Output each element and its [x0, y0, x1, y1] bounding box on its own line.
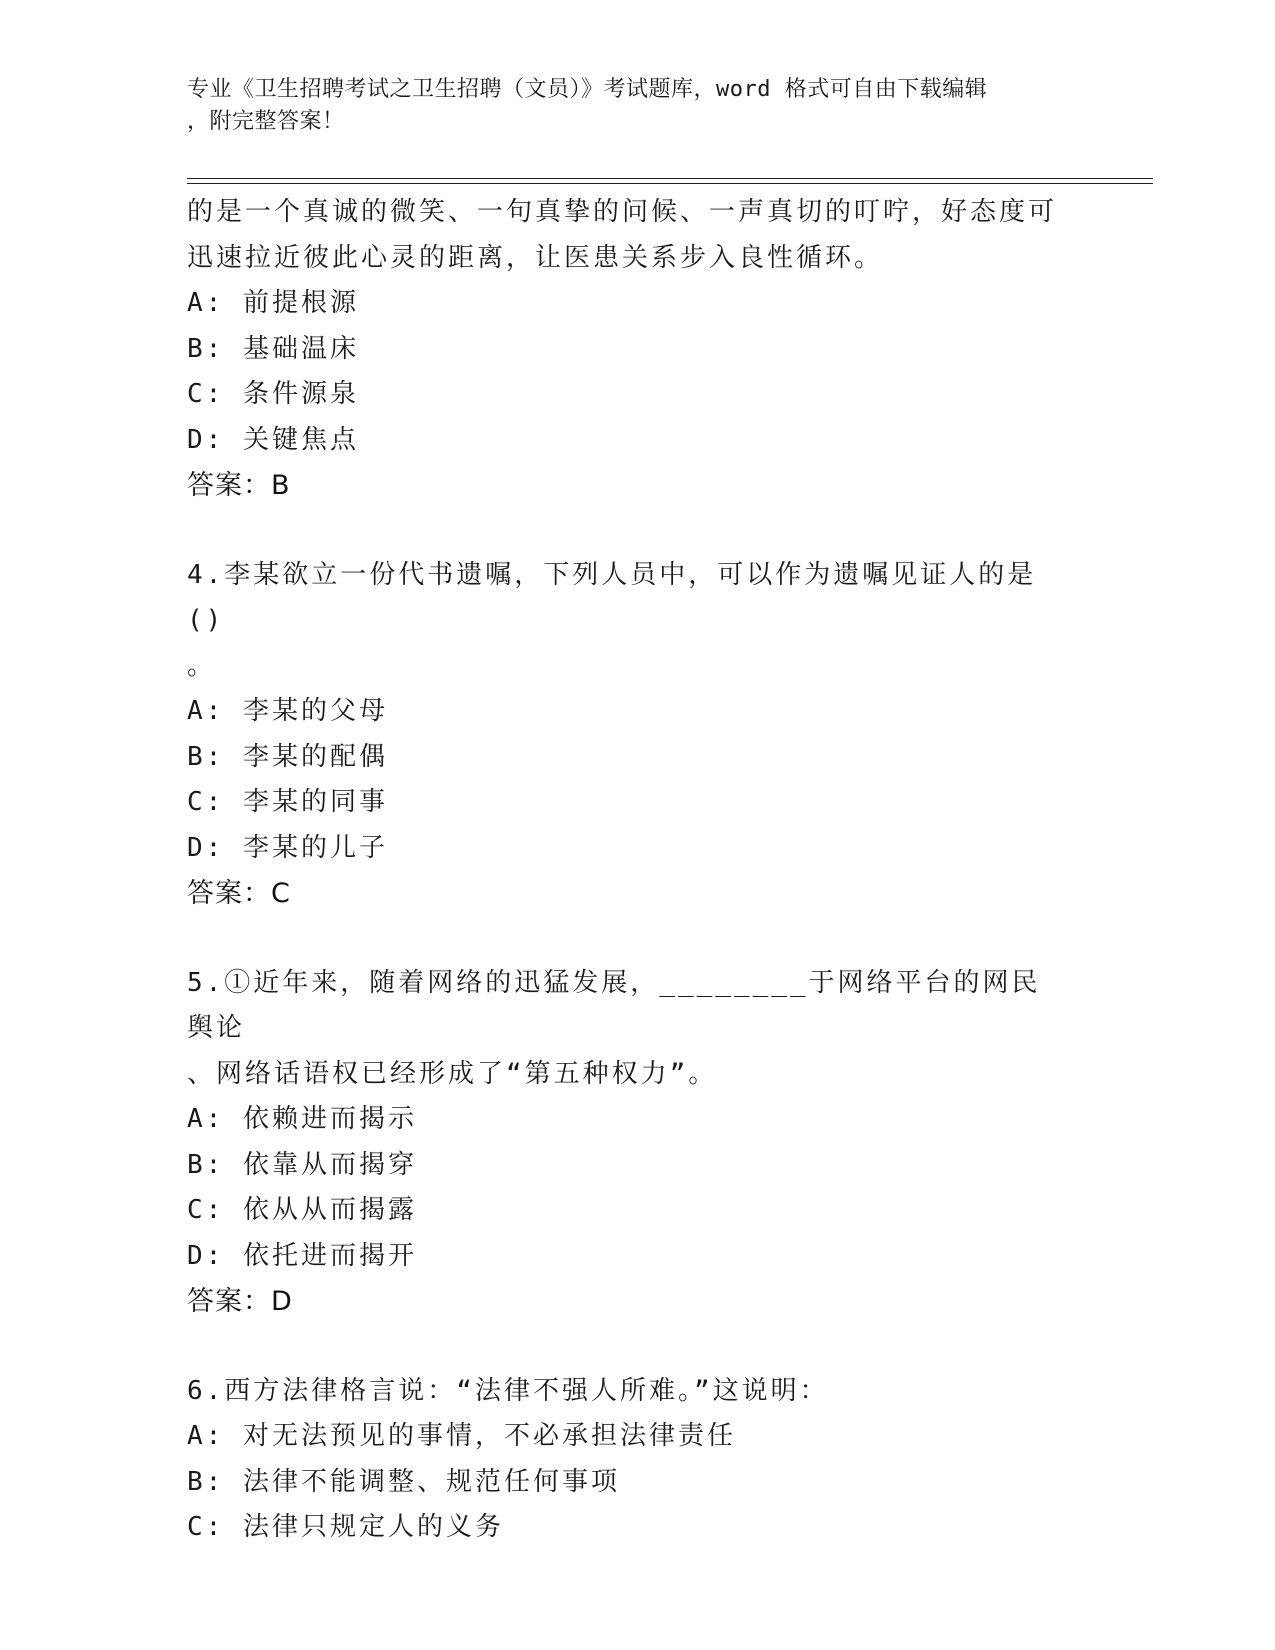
option-a: A: 李某的父母	[187, 696, 388, 726]
option-b: B: 李某的配偶	[187, 741, 388, 772]
header-divider-bottom	[187, 183, 1153, 184]
question-list	[187, 190, 1067, 1551]
header-line-1: 专业《卫生招聘考试之卫生招聘（文员）》考试题库，word 格式可自由下载编辑	[187, 77, 988, 102]
header-divider-top	[187, 178, 1153, 179]
document-header	[187, 74, 1067, 138]
option-d: D: 关键焦点	[187, 424, 359, 455]
question-text: 、网络话语权已经形成了“第五种权力”。	[187, 1058, 718, 1089]
option-b: B: 法律不能调整、规范任何事项	[187, 1466, 620, 1497]
question-continued	[187, 190, 1067, 509]
question-text: 。	[187, 650, 217, 681]
option-c: C: 法律只规定人的义务	[187, 1512, 504, 1542]
question-6	[187, 1369, 1067, 1551]
spacer	[187, 917, 1067, 961]
option-c: C: 李某的同事	[187, 787, 388, 817]
option-a: A: 依赖进而揭示	[187, 1104, 417, 1134]
option-a: A: 前提根源	[187, 288, 359, 318]
header-line-2: ，附完整答案！	[187, 109, 345, 134]
option-d: D: 李某的儿子	[187, 832, 388, 863]
spacer	[187, 1325, 1067, 1369]
question-text: 迅速拉近彼此心灵的距离，让医患关系步入良性循环。	[187, 242, 884, 273]
answer-line: 答案：D	[187, 1286, 293, 1317]
question-text: 6.西方法律格言说：“法律不强人所难。”这说明：	[187, 1375, 829, 1406]
question-4	[187, 553, 1067, 917]
question-text: 的是一个真诚的微笑、一句真挚的问候、一声真切的叮咛，好态度可	[187, 197, 1058, 227]
question-text: 5.①近年来，随着网络的迅猛发展，________于网络平台的网民舆论	[187, 967, 1041, 1043]
question-5	[187, 961, 1067, 1325]
option-c: C: 条件源泉	[187, 379, 359, 409]
answer-line: 答案：C	[187, 878, 291, 909]
answer-line: 答案：B	[187, 470, 291, 501]
option-a: A: 对无法预见的事情，不必承担法律责任	[187, 1421, 736, 1451]
option-b: B: 依靠从而揭穿	[187, 1149, 417, 1180]
spacer	[187, 509, 1067, 553]
option-d: D: 依托进而揭开	[187, 1240, 417, 1271]
question-text: 4.李某欲立一份代书遗嘱，下列人员中，可以作为遗嘱见证人的是()	[187, 559, 1037, 635]
option-b: B: 基础温床	[187, 333, 359, 364]
option-c: C: 依从从而揭露	[187, 1195, 417, 1225]
